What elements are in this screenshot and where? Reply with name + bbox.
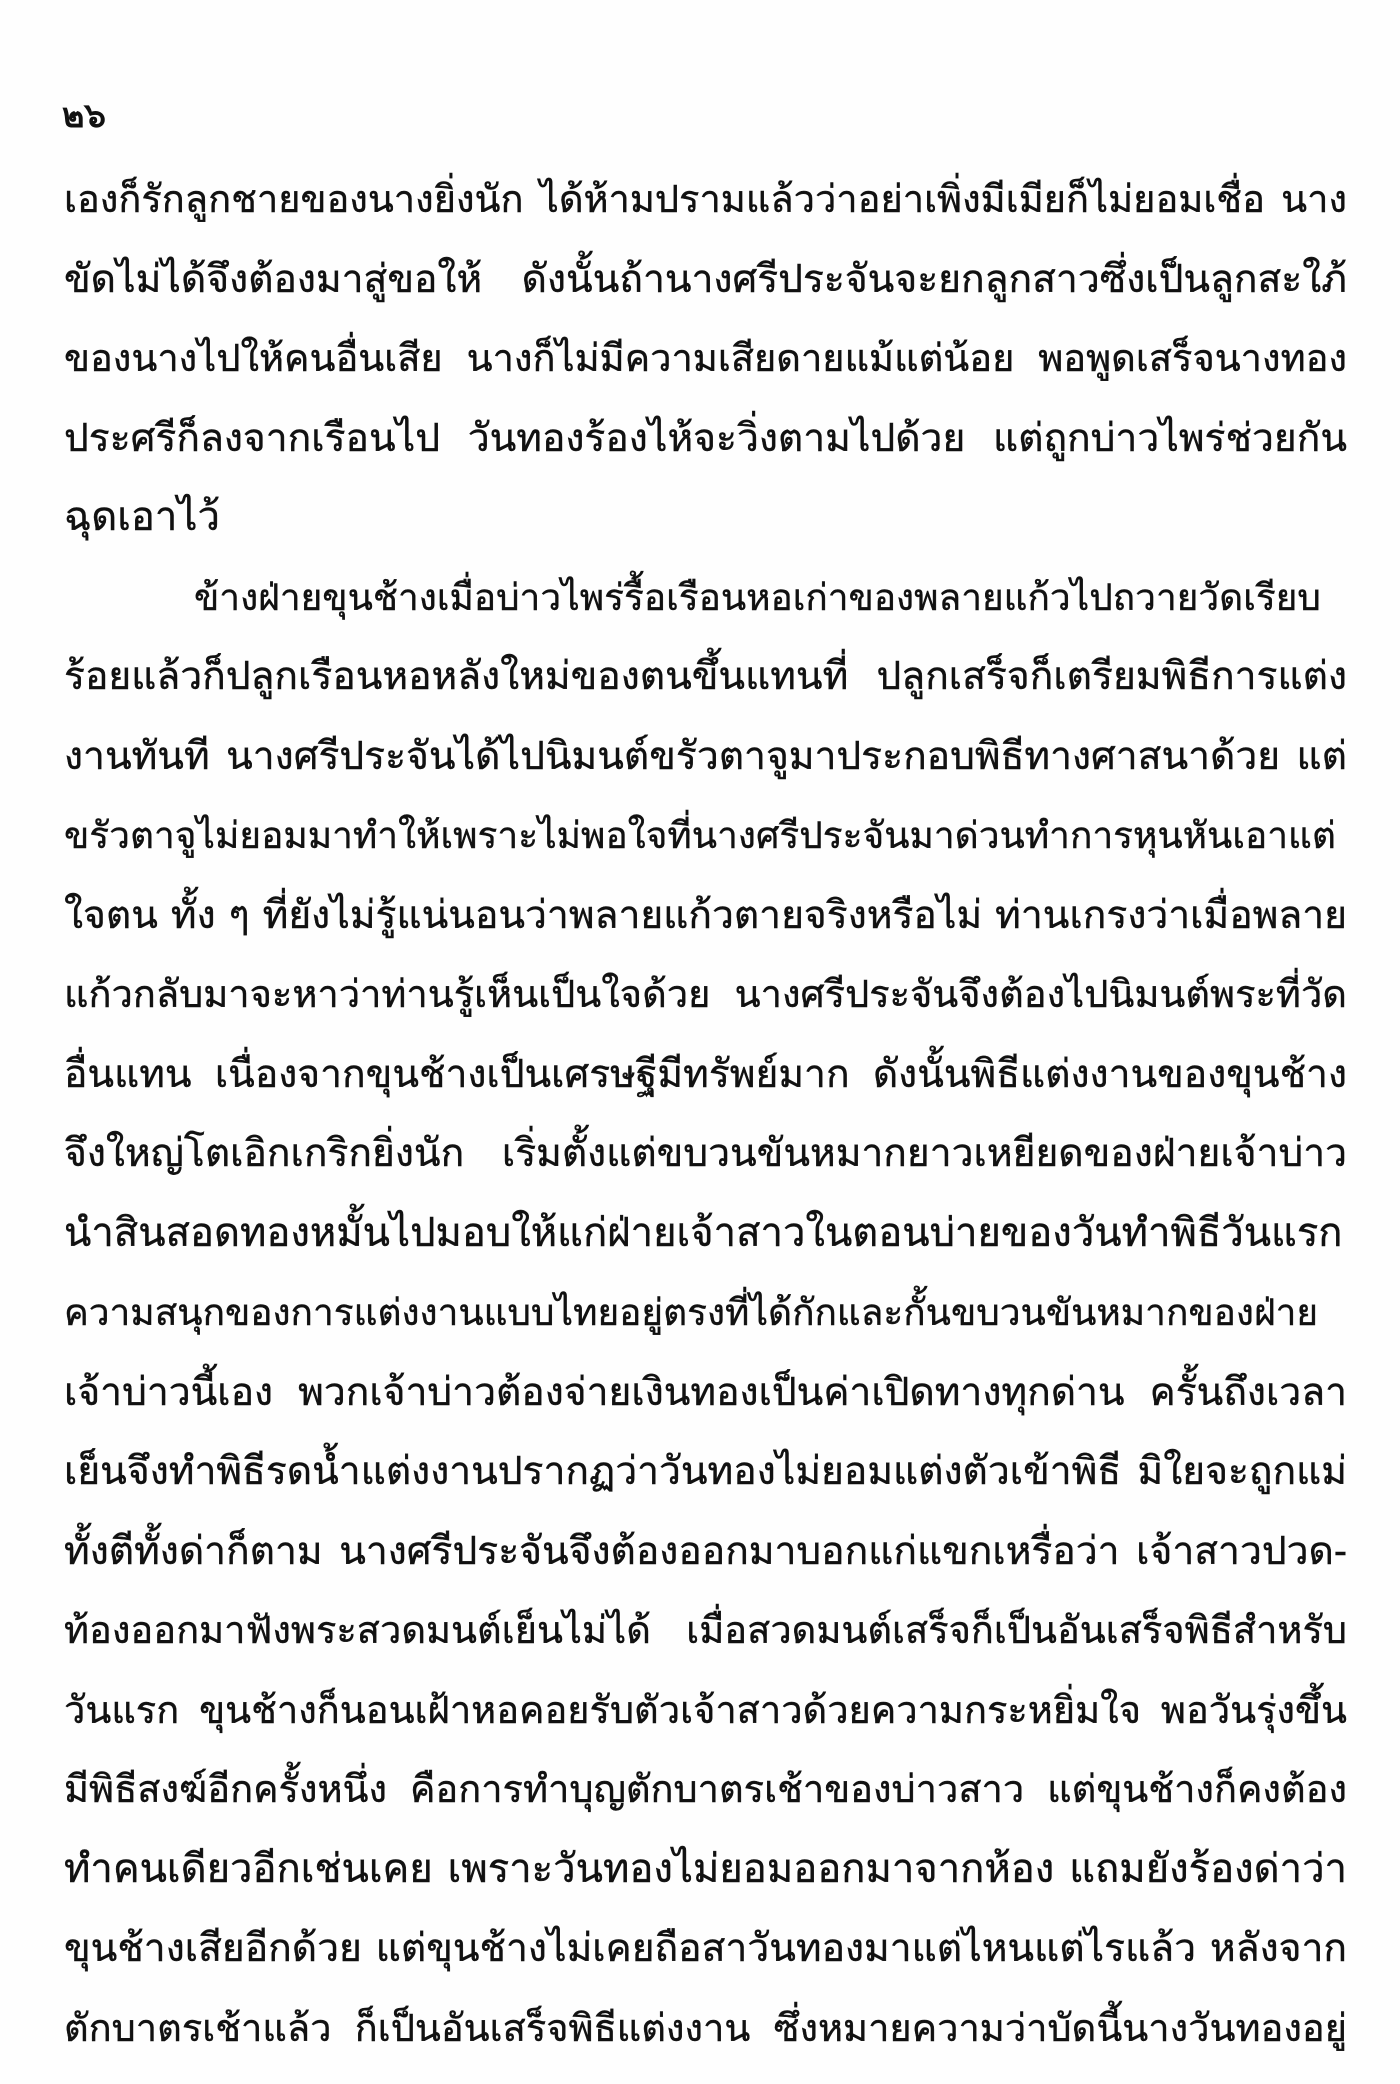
text-line: ความสนุกของการแต่งงานแบบไทยอยู่ตรงที่ได้กักและกั้นขบวนขันหมากของฝ่าย <box>64 1291 1319 1334</box>
text-line: จึงใหญ่โตเอิกเกริกยิ่งนัก เริ่มตั้งแต่ขบวนขันหมากยาวเหยียดของฝ่ายเจ้าบ่าว <box>64 1131 1347 1176</box>
body-text <box>64 160 1347 2068</box>
text-line: ฉุดเอาไว้ <box>64 494 220 540</box>
text-line: ร้อยแล้วก็ปลูกเรือนหอหลังใหม่ของตนขึ้นแทนที่ ปลูกเสร็จก็เตรียมพิธีการแต่ง <box>64 654 1347 699</box>
text-line: งานทันที นางศรีประจันได้ไปนิมนต์ขรัวตาจูมาประกอบพิธีทางศาสนาด้วย แต่ <box>64 733 1347 779</box>
text-line: นำสินสอดทองหมั้นไปมอบให้แก่ฝ่ายเจ้าสาวในตอนบ่ายของวันทำพิธีวันแรก <box>64 1209 1343 1256</box>
text-line: เย็นจึงทำพิธีรดน้ำแต่งงานปรากฏว่าวันทองไม่ยอมแต่งตัวเข้าพิธี มิใยจะถูกแม่ <box>64 1449 1347 1494</box>
text-line: ตักบาตรเช้าแล้ว ก็เป็นอันเสร็จพิธีแต่งงาน ซึ่งหมายความว่าบัดนี้นางวันทองอยู่ <box>64 2005 1347 2050</box>
text-line: มีพิธีสงฆ์อีกครั้งหนึ่ง คือการทำบุญตักบาตรเช้าของบ่าวสาว แต่ขุนช้างก็คงต้อง <box>64 1767 1347 1811</box>
text-line: แก้วกลับมาจะหาว่าท่านรู้เห็นเป็นใจด้วย นางศรีประจันจึงต้องไปนิมนต์พระที่วัด <box>64 972 1347 1016</box>
paragraph-1 <box>64 160 1347 558</box>
text-line: ใจตน ทั้ง ๆ ที่ยังไม่รู้แน่นอนว่าพลายแก้วตายจริงหรือไม่ ท่านเกรงว่าเมื่อพลาย <box>64 892 1347 938</box>
text-line: ข้างฝ่ายขุนช้างเมื่อบ่าวไพร่รื้อเรือนหอเก่าของพลายแก้วไปถวายวัดเรียบ <box>194 575 1321 619</box>
page-number: ๒๖ <box>62 96 106 136</box>
text-line: เองก็รักลูกชายของนางยิ่งนัก ได้ห้ามปรามแล้วว่าอย่าเพิ่งมีเมียก็ไม่ยอมเชื่อ นาง <box>64 177 1347 221</box>
text-line: วันแรก ขุนช้างก็นอนเฝ้าหอคอยรับตัวเจ้าสาวด้วยความกระหยิ่มใจ พอวันรุ่งขึ้น <box>64 1687 1347 1732</box>
text-line: ขุนช้างเสียอีกด้วย แต่ขุนช้างไม่เคยถือสาวันทองมาแต่ไหนแต่ไรแล้ว หลังจาก <box>64 1926 1347 1971</box>
text-line: ขัดไม่ได้จึงต้องมาสู่ขอให้ ดังนั้นถ้านางศรีประจันจะยกลูกสาวซึ่งเป็นลูกสะใภ้ <box>64 256 1347 302</box>
text-line: ขรัวตาจูไม่ยอมมาทำให้เพราะไม่พอใจที่นางศรีประจันมาด่วนทำการหุนหันเอาแต่ <box>64 814 1336 857</box>
paragraph-2 <box>64 558 1347 2069</box>
text-line: ประศรีก็ลงจากเรือนไป วันทองร้องไห้จะวิ่งตามไปด้วย แต่ถูกบ่าวไพร่ช่วยกัน <box>64 415 1347 461</box>
text-line: ทำคนเดียวอีกเช่นเคย เพราะวันทองไม่ยอมออกมาจากห้อง แถมยังร้องด่าว่า <box>64 1845 1347 1892</box>
text-line: เจ้าบ่าวนี้เอง พวกเจ้าบ่าวต้องจ่ายเงินทองเป็นค่าเปิดทางทุกด่าน ครั้นถึงเวลา <box>64 1369 1347 1415</box>
text-line: ทั้งตีทั้งด่าก็ตาม นางศรีประจันจึงต้องออกมาบอกแก่แขกเหรื่อว่า เจ้าสาวปวด- <box>64 1528 1347 1574</box>
text-line: ท้องออกมาฟังพระสวดมนต์เย็นไม่ได้ เมื่อสวดมนต์เสร็จก็เป็นอันเสร็จพิธีสำหรับ <box>64 1608 1347 1652</box>
text-line: อื่นแทน เนื่องจากขุนช้างเป็นเศรษฐีมีทรัพย์มาก ดังนั้นพิธีแต่งงานของขุนช้าง <box>64 1051 1347 1097</box>
text-line: ของนางไปให้คนอื่นเสีย นางก็ไม่มีความเสียดายแม้แต่น้อย พอพูดเสร็จนางทอง <box>64 336 1347 380</box>
